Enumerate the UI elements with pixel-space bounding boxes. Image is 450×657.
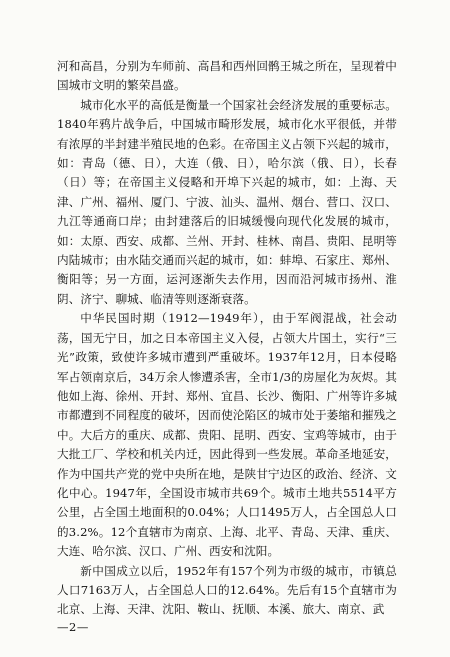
paragraph-new-china: 新中国成立以后，1952年有157个列为市级的城市，市镇总人口7163万人，占全国总人口的12.64%。先后有15个直辖市为北京、上海、天津、沈阳、鞍山、抚顺、本溪、旅大、南京、武 [57, 563, 397, 617]
body-text [57, 57, 397, 620]
paragraph-continuation: 河和高昌，分别为车师前、高昌和西州回鹘王城之所在，呈现着中国城市文明的繁荣昌盛。 [57, 59, 397, 93]
paragraph-republic-era: 中华民国时期（1912—1949年），由于军阀混战，社会动荡，国无宁日，加之日本帝国主义入侵，占领大片国土，实行“三光”政策，致使许多城市遭到严重破坏。1937年12月，日本侵略军占领南京后，34万余人惨遭杀害，全市1/3的房屋化为灰烬。其他如上海、徐州、开封、郑州、宜昌、长沙、衡阳、广州等许多城市都遭到不同程度的破坏，因而使沦陷区的城市处于萎缩和摧残之中。大后方的重庆、成都、贵阳、昆明、西安、宝鸡等城市，由于大批工厂、学校和机关内迁，因此得到一些发展。革命圣地延安，作为中国共产党的党中央所在地，是陕甘宁边区的政治、经济、文化中心。1947年，全国设市城市共69个。城市土地共5514平方公里，占全国土地面积的0.04%；人口1495万人，占全国总人口的3.2%。12个直辖市为南京、上海、北平、青岛、天津、重庆、大连、哈尔滨、汉口、广州、西安和沈阳。 [57, 311, 397, 559]
paragraph-urbanization: 城市化水平的高低是衡量一个国家社会经济发展的重要标志。1840年鸦片战争后，中国城市畸形发展，城市化水平很低，并带有浓厚的半封建半殖民地的色彩。在帝国主义占领下兴起的城市，如：青岛（德、日），大连（俄、日），哈尔滨（俄、日），长春（日）等；在帝国主义侵略和开埠下兴起的城市，如：上海、天津、广州、福州、厦门、宁波、汕头、温州、烟台、营口、汉口、九江等通商口岸；由封建落后的旧城缓慢向现代化发展的城市，如：太原、西安、成都、兰州、开封、桂林、南昌、贵阳、昆明等内陆城市；由水陆交通而兴起的城市，如：蚌埠、石家庄、郑州、衡阳等；另一方面，运河逐渐失去作用，因而沿河城市扬州、淮阴、济宁、聊城、临清等则逐渐衰落。 [57, 97, 397, 306]
page-number: —2— [57, 620, 89, 634]
